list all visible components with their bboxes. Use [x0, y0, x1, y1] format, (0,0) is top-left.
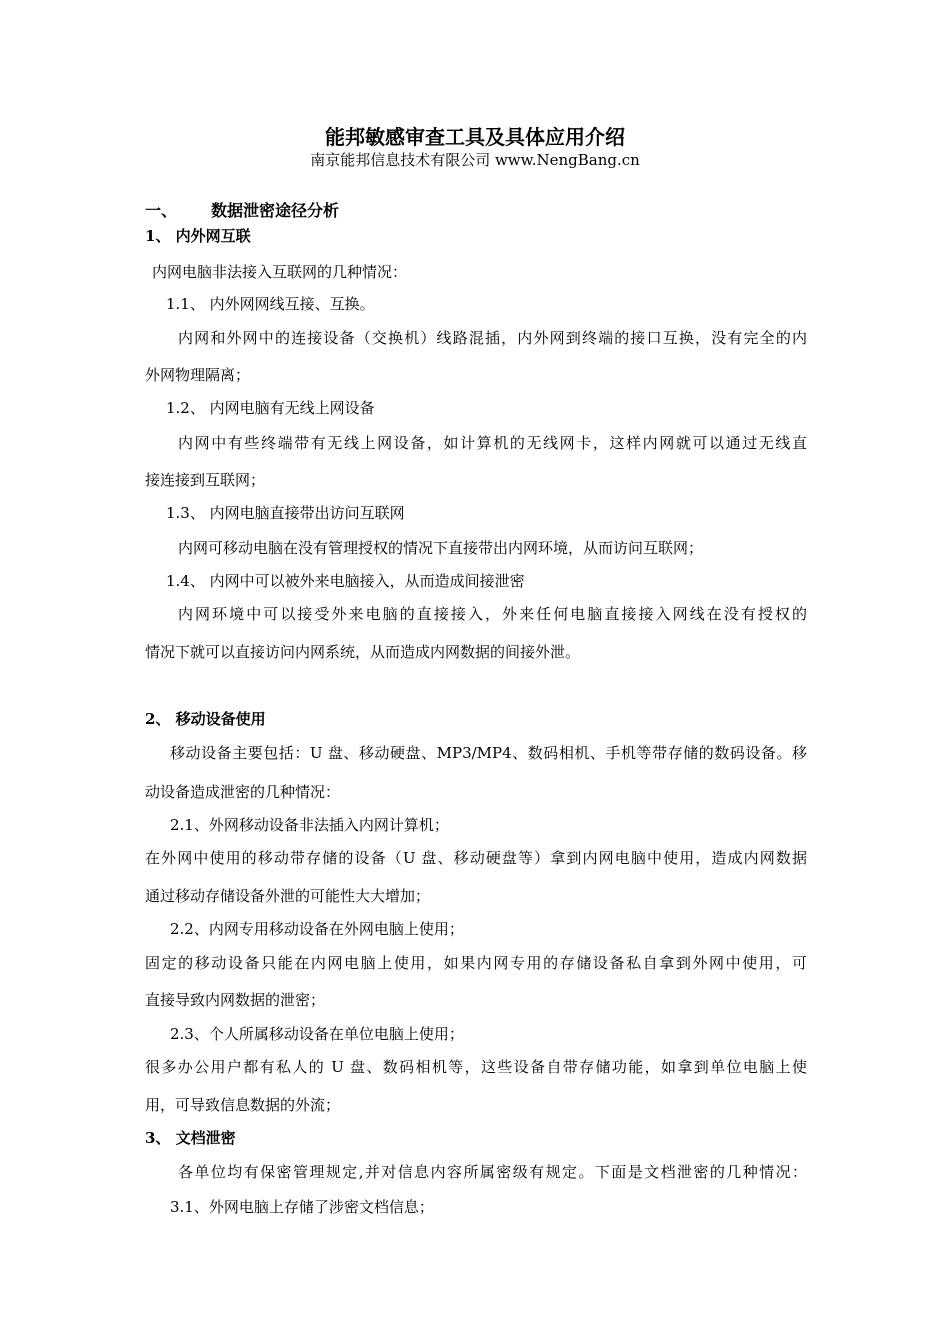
- item-2-2-line-1: 固定的移动设备只能在内网电脑上使用，如果内网专用的存储设备私自拿到外网中使用，可: [145, 954, 807, 972]
- item-1-4-heading: 1.4、 内网中可以被外来电脑接入，从而造成间接泄密: [166, 572, 525, 590]
- subsection-1-intro: 内网电脑非法接入互联网的几种情况：: [152, 263, 408, 281]
- item-2-2-heading: 2.2、内网专用移动设备在外网电脑上使用；: [170, 920, 464, 938]
- item-1-4-line-2: 情况下就可以直接访问内网系统，从而造成内网数据的间接外泄。: [145, 643, 581, 661]
- item-1-2-line-2: 接连接到互联网；: [145, 471, 266, 489]
- item-1-1-line-2: 外网物理隔离；: [145, 366, 251, 384]
- document-title: 能邦敏感审查工具及具体应用介绍: [325, 125, 625, 149]
- subsection-2-heading: 2、 移动设备使用: [145, 710, 266, 728]
- item-1-3-heading: 1.3、 内网电脑直接带出访问互联网: [166, 504, 405, 522]
- item-2-1-heading: 2.1、外网移动设备非法插入内网计算机；: [170, 816, 449, 834]
- item-2-3-line-2: 用，可导致信息数据的外流；: [145, 1096, 341, 1114]
- section-1-title: 数据泄密途径分析: [211, 201, 340, 220]
- subsection-3-heading: 3、 文档泄密: [145, 1129, 236, 1147]
- item-1-2-line-1: 内网中有些终端带有无线上网设备，如计算机的无线网卡，这样内网就可以通过无线直: [178, 434, 807, 452]
- item-1-3-line-1: 内网可移动电脑在没有管理授权的情况下直接带出内网环境，从而访问互联网；: [178, 539, 704, 557]
- item-1-1-line-1: 内网和外网中的连接设备（交换机）线路混插，内外网到终端的接口互换，没有完全的内: [178, 329, 807, 347]
- document-subtitle: 南京能邦信息技术有限公司 www.NengBang.cn: [310, 151, 640, 169]
- item-1-2-heading: 1.2、 内网电脑有无线上网设备: [166, 399, 375, 417]
- item-2-1-line-1: 在外网中使用的移动带存储的设备（U 盘、移动硬盘等）拿到内网电脑中使用，造成内网数据: [145, 849, 807, 867]
- subsection-2-intro-line-1: 移动设备主要包括：U 盘、移动硬盘、MP3/MP4、数码相机、手机等带存储的数码设备。移: [170, 744, 807, 762]
- subsection-3-intro: 各单位均有保密管理规定,并对信息内容所属密级有规定。下面是文档泄密的几种情况：: [178, 1163, 807, 1181]
- section-1-heading: [145, 200, 339, 222]
- item-2-2-line-2: 直接导致内网数据的泄密；: [145, 991, 326, 1009]
- item-2-3-line-1: 很多办公用户都有私人的 U 盘、数码相机等，这些设备自带存储功能，如拿到单位电脑上使: [145, 1058, 807, 1076]
- item-1-1-heading: 1.1、 内外网网线互接、互换。: [166, 295, 375, 313]
- subsection-2-intro-line-2: 动设备造成泄密的几种情况：: [145, 783, 341, 801]
- item-3-1-heading: 3.1、外网电脑上存储了涉密文档信息；: [170, 1198, 434, 1216]
- item-1-4-line-1: 内网环境中可以接受外来电脑的直接接入，外来任何电脑直接接入网线在没有授权的: [178, 605, 807, 623]
- section-1-number: 一、: [145, 201, 178, 220]
- subsection-1-heading: 1、 内外网互联: [145, 227, 251, 245]
- item-2-3-heading: 2.3、个人所属移动设备在单位电脑上使用；: [170, 1025, 464, 1043]
- item-2-1-line-2: 通过移动存储设备外泄的可能性大大增加；: [145, 887, 431, 905]
